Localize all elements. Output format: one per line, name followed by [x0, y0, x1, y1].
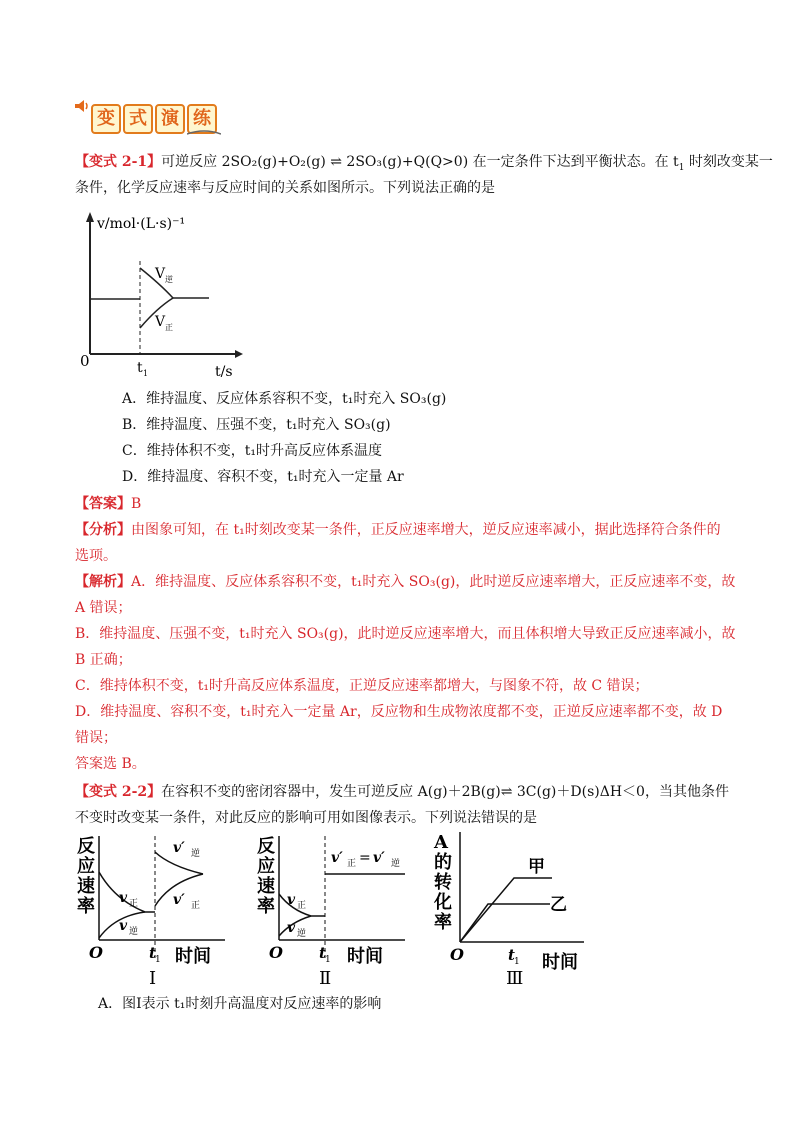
fig2-ylabel-char: 应	[257, 856, 275, 877]
fig2-ylabel-char: 率	[257, 896, 275, 917]
fig3-origin: O	[450, 945, 464, 964]
fig1-origin: O	[89, 943, 103, 962]
fig1-v-rev: v	[119, 918, 128, 934]
q2-figure-1	[75, 830, 235, 988]
q1-explain-line2: A 错误；	[75, 600, 132, 616]
q1-explain-line5: C．维持体积不变，t₁时升高反应体系温度，正逆反应速率都增大，与图象不符，故 C 错误；	[75, 678, 649, 694]
q1-option-a: A．维持温度、反应体系容积不变，t₁时充入 SO₃(g)	[122, 391, 447, 407]
fig3-t1-sub: 1	[514, 957, 520, 967]
fig2-t1: t	[319, 944, 326, 962]
fig3-t1: t	[508, 946, 515, 964]
fig1-ylabel-char: 速	[77, 876, 95, 897]
speaker-icon	[74, 98, 90, 114]
q1-stem-line2: 条件，化学反应速率与反应时间的关系如图所示。下列说法正确的是	[75, 180, 495, 196]
fig1-t1-sub: 1	[155, 955, 161, 965]
fig2-roman: Ⅱ	[319, 968, 332, 988]
q1-analysis-line1	[75, 518, 735, 542]
q1-explain-line7: 错误；	[75, 730, 117, 746]
fig3-curve-jia	[460, 878, 552, 942]
section-header	[91, 100, 219, 134]
q1-lower-label: V	[155, 314, 166, 330]
fig1-v-fwd-sub: 正	[129, 899, 139, 909]
fig1-v-fwd-prime: v′	[173, 892, 185, 908]
q1-explain-line8: 答案选 B。	[75, 756, 146, 772]
fig3-ylabel-char: 转	[434, 872, 452, 893]
fig3-ylabel-char: 化	[434, 892, 452, 913]
q1-explain-line3: B．维持温度、压强不变，t₁时充入 SO₃(g)，此时逆反应速率增大，而且体积增大导致正反应速率减小，故	[75, 626, 736, 642]
explain-text: A．维持温度、反应体系容积不变，t₁时充入 SO₃(g)，此时逆反应速率增大，正反应速率不变，故	[131, 574, 736, 590]
fig2-v-fwd: v	[287, 892, 296, 908]
explain-tag: 【解析】	[75, 574, 131, 590]
fig3-roman: Ⅲ	[506, 968, 524, 988]
header-char: 变	[91, 104, 121, 134]
fig1-v-rev-sub: 逆	[129, 927, 139, 937]
fig2-v-rev-sub: 逆	[297, 929, 307, 939]
fig1-v-rev-prime: v′	[173, 840, 185, 856]
header-char: 式	[123, 104, 153, 134]
q2-stem-line1	[75, 780, 735, 804]
q1-y-arrow-icon	[86, 212, 94, 222]
header-char: 练	[187, 104, 217, 134]
fig1-v-fwd-prime-sub: 正	[191, 901, 201, 911]
q1-origin: 0	[80, 352, 90, 370]
analysis-text-1: 由图象可知，在 t₁时刻改变某一条件，正反应速率增大，逆反应速率减小，据此选择符合条件的	[131, 522, 721, 538]
q1-stem-b: 时刻改变某一	[684, 154, 773, 170]
fig2-eq-b-sub: 逆	[391, 859, 401, 869]
q2-figure-3	[430, 826, 590, 988]
q1-option-d: D．维持温度、容积不变，t₁时充入一定量 Ar	[122, 469, 404, 485]
fig3-curve-yi	[460, 904, 550, 942]
fig2-ylabel-char: 反	[257, 836, 275, 857]
q1-explain-line1	[75, 570, 735, 594]
q1-y-label: v/mol·(L·s)⁻¹	[97, 216, 186, 232]
fig2-x-label: 时间	[347, 946, 383, 967]
fig1-t1: t	[149, 944, 156, 962]
analysis-tag: 【分析】	[75, 522, 131, 538]
fig2-v-rev: v	[287, 920, 296, 936]
fig3-ylabel-char: 的	[434, 852, 452, 873]
fig2-eq-b: v′	[373, 850, 385, 866]
fig1-ylabel-char: 反	[77, 836, 95, 857]
fig2-eq-a-sub: 正	[347, 859, 357, 869]
q1-t1-tick: t	[137, 360, 143, 376]
header-underline-icon	[187, 128, 221, 136]
fig1-v-fwd: v	[119, 890, 128, 906]
q1-x-arrow-icon	[235, 350, 243, 358]
fig1-x-label: 时间	[175, 946, 211, 967]
q1-option-c: C．维持体积不变，t₁时升高反应体系温度	[122, 443, 382, 459]
q1-stem-a: 可逆反应 2SO₂(g)+O₂(g) ⇌ 2SO₃(g)+Q(Q>0) 在一定条件下达到平衡状态。在 t	[161, 154, 679, 170]
fig3-label-yi: 乙	[550, 895, 567, 915]
q2-option-a: A．图Ⅰ表示 t₁时刻升高温度对反应速率的影响	[98, 996, 382, 1012]
fig2-eq-mid: =	[359, 850, 371, 866]
fig2-v-fwd-sub: 正	[297, 901, 307, 911]
fig3-label-jia: 甲	[528, 857, 545, 877]
fig2-origin: O	[269, 943, 283, 962]
q1-answer	[75, 492, 735, 516]
answer-tag: 【答案】	[75, 496, 131, 512]
q1-explain-line4: B 正确；	[75, 652, 132, 668]
header-char: 演	[155, 104, 185, 134]
q2-tag: 【变式 2-2】	[75, 784, 162, 800]
q1-t1-sub: 1	[143, 369, 149, 378]
fig2-ylabel-char: 速	[257, 876, 275, 897]
fig2-eq-a: v′	[331, 850, 343, 866]
q2-stem-1: 在容积不变的密闭容器中，发生可逆反应 A(g)＋2B(g)⇌ 3C(g)＋D(s)ΔH＜0，当其他条件	[161, 784, 729, 800]
q1-upper-label: V	[155, 266, 166, 282]
fig1-ylabel-char: 率	[77, 896, 95, 917]
fig1-ylabel-char: 应	[77, 856, 95, 877]
q1-explain-line6: D．维持温度、容积不变，t₁时充入一定量 Ar，反应物和生成物浓度都不变，正逆反应速率都不变，故 D	[75, 704, 723, 720]
q2-figure-2	[255, 830, 425, 988]
fig1-v-rev-prime-sub: 逆	[191, 849, 201, 859]
q1-option-b: B．维持温度、压强不变，t₁时充入 SO₃(g)	[122, 417, 391, 433]
q1-analysis-line2: 选项。	[75, 548, 117, 564]
fig3-x-label: 时间	[542, 952, 578, 973]
q1-tag: 【变式 2-1】	[75, 154, 162, 170]
answer-value: B	[131, 496, 142, 512]
q1-lower-sub: 正	[165, 323, 173, 332]
fig2-t1-sub: 1	[325, 955, 331, 965]
q1-rate-figure	[75, 206, 245, 381]
fig3-ylabel-char: 率	[434, 912, 452, 933]
q1-upper-sub: 逆	[165, 275, 173, 284]
q2-stem-line2: 不变时改变某一条件，对此反应的影响可用如图像表示。下列说法错误的是	[75, 810, 537, 826]
q1-stem-sub: 1	[678, 162, 685, 173]
q1-x-label: t/s	[215, 364, 233, 380]
fig3-ylabel-char: A	[434, 832, 448, 853]
fig1-roman: Ⅰ	[149, 968, 157, 988]
